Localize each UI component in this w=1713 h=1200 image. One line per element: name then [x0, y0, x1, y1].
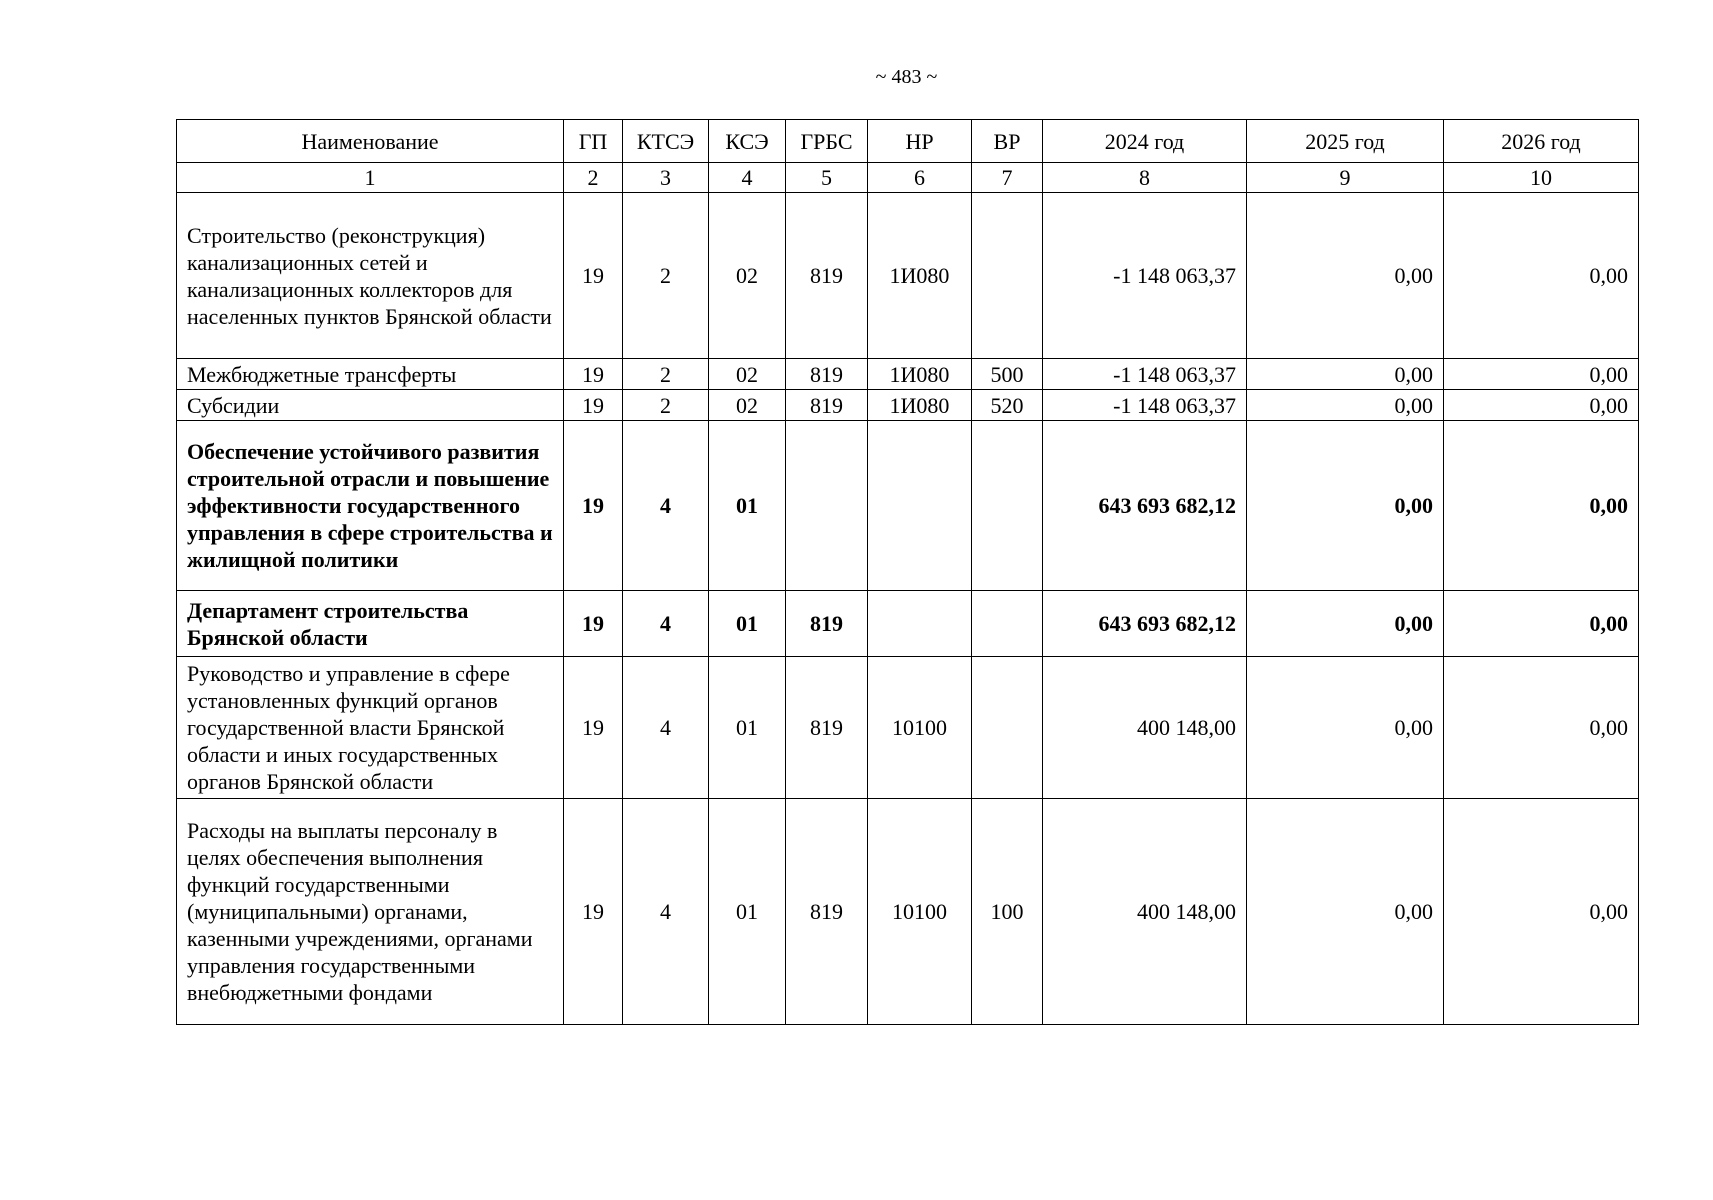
cell-2025: 0,00	[1247, 421, 1444, 591]
cell-grbs: 819	[786, 193, 868, 359]
column-header: Наименование	[177, 120, 564, 163]
cell-grbs: 819	[786, 359, 868, 390]
cell-vr: 500	[972, 359, 1043, 390]
row-name: Департамент строительства Брянской области	[177, 591, 564, 657]
column-number: 5	[786, 163, 868, 193]
cell-2025: 0,00	[1247, 591, 1444, 657]
cell-ktse: 4	[623, 591, 709, 657]
row-name: Обеспечение устойчивого развития строительной отрасли и повышение эффективности государственного управления в сфере строительства и жилищной политики	[177, 421, 564, 591]
column-header: ГП	[564, 120, 623, 163]
column-number: 4	[709, 163, 786, 193]
cell-2026: 0,00	[1444, 799, 1639, 1025]
column-header: 2026 год	[1444, 120, 1639, 163]
column-number: 3	[623, 163, 709, 193]
column-header: НР	[868, 120, 972, 163]
cell-grbs: 819	[786, 657, 868, 799]
table-row	[177, 799, 1639, 1025]
column-number: 6	[868, 163, 972, 193]
row-name: Расходы на выплаты персоналу в целях обеспечения выполнения функций государственными (муниципальными) органами, казенными учреждениями, органами управления государственными внебюджетными фондами	[177, 799, 564, 1025]
cell-gp: 19	[564, 799, 623, 1025]
column-header: 2024 год	[1043, 120, 1247, 163]
table-row	[177, 390, 1639, 421]
column-header: КСЭ	[709, 120, 786, 163]
cell-ktse: 4	[623, 657, 709, 799]
cell-grbs: 819	[786, 591, 868, 657]
column-header: ГРБС	[786, 120, 868, 163]
table-row	[177, 657, 1639, 799]
table-row	[177, 591, 1639, 657]
cell-grbs	[786, 421, 868, 591]
table-row	[177, 193, 1639, 359]
column-number: 8	[1043, 163, 1247, 193]
cell-2024: 643 693 682,12	[1043, 421, 1247, 591]
cell-vr	[972, 591, 1043, 657]
cell-ktse: 2	[623, 193, 709, 359]
cell-2024: -1 148 063,37	[1043, 390, 1247, 421]
cell-gp: 19	[564, 421, 623, 591]
cell-2025: 0,00	[1247, 657, 1444, 799]
row-name: Руководство и управление в сфере установленных функций органов государственной власти Брянской области и иных государственных органов Брянской области	[177, 657, 564, 799]
cell-2026: 0,00	[1444, 421, 1639, 591]
cell-kse: 02	[709, 193, 786, 359]
cell-nr: 10100	[868, 657, 972, 799]
cell-2026: 0,00	[1444, 390, 1639, 421]
cell-grbs: 819	[786, 799, 868, 1025]
cell-vr: 520	[972, 390, 1043, 421]
cell-2024: 400 148,00	[1043, 799, 1247, 1025]
cell-nr: 1И080	[868, 390, 972, 421]
column-number: 1	[177, 163, 564, 193]
cell-grbs: 819	[786, 390, 868, 421]
row-name: Межбюджетные трансферты	[177, 359, 564, 390]
cell-gp: 19	[564, 657, 623, 799]
cell-2026: 0,00	[1444, 591, 1639, 657]
column-header: 2025 год	[1247, 120, 1444, 163]
cell-ktse: 4	[623, 799, 709, 1025]
cell-2024: -1 148 063,37	[1043, 359, 1247, 390]
cell-vr	[972, 193, 1043, 359]
cell-gp: 19	[564, 591, 623, 657]
row-name: Строительство (реконструкция) канализационных сетей и канализационных коллекторов для населенных пунктов Брянской области	[177, 193, 564, 359]
column-number: 9	[1247, 163, 1444, 193]
cell-gp: 19	[564, 193, 623, 359]
cell-vr	[972, 421, 1043, 591]
cell-kse: 01	[709, 657, 786, 799]
header-row	[177, 120, 1639, 163]
cell-kse: 01	[709, 421, 786, 591]
cell-2025: 0,00	[1247, 193, 1444, 359]
cell-2026: 0,00	[1444, 359, 1639, 390]
cell-ktse: 4	[623, 421, 709, 591]
cell-nr	[868, 421, 972, 591]
cell-kse: 02	[709, 390, 786, 421]
cell-nr: 10100	[868, 799, 972, 1025]
cell-kse: 02	[709, 359, 786, 390]
table-row	[177, 359, 1639, 390]
cell-ktse: 2	[623, 390, 709, 421]
cell-2025: 0,00	[1247, 799, 1444, 1025]
cell-gp: 19	[564, 359, 623, 390]
cell-2025: 0,00	[1247, 359, 1444, 390]
cell-2026: 0,00	[1444, 657, 1639, 799]
cell-2024: -1 148 063,37	[1043, 193, 1247, 359]
column-header: ВР	[972, 120, 1043, 163]
budget-table	[176, 119, 1639, 1025]
cell-gp: 19	[564, 390, 623, 421]
cell-nr: 1И080	[868, 193, 972, 359]
cell-nr: 1И080	[868, 359, 972, 390]
column-number-row	[177, 163, 1639, 193]
cell-2024: 643 693 682,12	[1043, 591, 1247, 657]
column-number: 10	[1444, 163, 1639, 193]
column-number: 2	[564, 163, 623, 193]
cell-2024: 400 148,00	[1043, 657, 1247, 799]
column-number: 7	[972, 163, 1043, 193]
cell-ktse: 2	[623, 359, 709, 390]
cell-vr: 100	[972, 799, 1043, 1025]
cell-nr	[868, 591, 972, 657]
cell-2026: 0,00	[1444, 193, 1639, 359]
cell-kse: 01	[709, 591, 786, 657]
column-header: КТСЭ	[623, 120, 709, 163]
cell-vr	[972, 657, 1043, 799]
cell-kse: 01	[709, 799, 786, 1025]
cell-2025: 0,00	[1247, 390, 1444, 421]
page-number: ~ 483 ~	[875, 66, 938, 88]
row-name: Субсидии	[177, 390, 564, 421]
table-row	[177, 421, 1639, 591]
